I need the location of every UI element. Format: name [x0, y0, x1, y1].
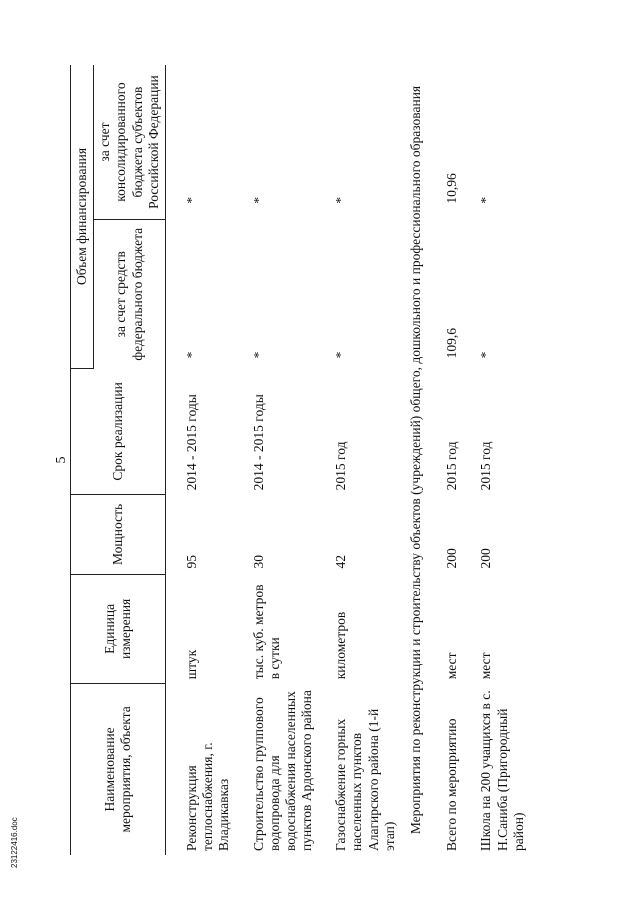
row-name: Всего по мероприятию [444, 718, 460, 851]
row-unit: мест [478, 652, 494, 680]
row-capacity: 95 [183, 555, 199, 569]
rotated-table-container [70, 65, 527, 855]
row-term: 2015 год [333, 441, 349, 491]
page-number: 5 [54, 456, 69, 464]
row-term: 2015 год [478, 441, 494, 491]
table-row [460, 65, 527, 855]
row-unit: мест [444, 652, 460, 680]
row-unit: штук [183, 649, 199, 680]
row-capacity: 42 [333, 555, 349, 569]
row-name: Школа на 200 учащихся в с. Н.Саниба (Пригородный район) [478, 690, 526, 851]
row-consolidated: * [478, 196, 494, 204]
row-unit: километров [333, 611, 349, 680]
section-title: Мероприятия по реконструкции и строительству объектов (учреждений) общего, дошкольного и профессионального образования [408, 85, 423, 835]
table-row [315, 65, 398, 855]
row-term: 2014 - 2015 годы [250, 394, 266, 491]
table-row [165, 65, 232, 855]
row-federal: * [333, 351, 349, 359]
financing-table [70, 65, 527, 855]
table-row [426, 65, 460, 855]
section-row [398, 65, 426, 855]
row-term: 2014 - 2015 годы [183, 394, 199, 491]
row-federal: * [183, 351, 199, 359]
header-term: Срок реализации [71, 368, 166, 494]
header-financing: Объем финансирования [71, 65, 94, 368]
row-capacity: 200 [478, 548, 494, 569]
row-consolidated: * [333, 196, 349, 204]
header-name: Наименование мероприятия, объекта [71, 683, 166, 855]
row-term: 2015 год [444, 441, 460, 491]
row-unit: тыс. куб. метров в сутки [250, 584, 282, 680]
row-capacity: 200 [444, 548, 460, 569]
header-unit: Единица измерения [71, 575, 166, 684]
row-federal: * [250, 351, 266, 359]
row-capacity: 30 [250, 555, 266, 569]
footer-file-code: 23122416.doc [10, 817, 19, 868]
header-consolidated: за счет консолидированного бюджета субъектов Российской Федерации [94, 65, 166, 220]
row-federal: * [478, 351, 494, 359]
row-consolidated: 10,96 [444, 173, 460, 204]
header-capacity: Мощность [71, 494, 166, 574]
row-consolidated: * [250, 196, 266, 204]
row-name: Строительство группового водопровода для водоснабжения населенных пунктов Ардонского района [250, 690, 315, 851]
row-name: Реконструкция теплоснабжения, г. Владикавказ [183, 742, 232, 851]
table-row [233, 65, 316, 855]
row-federal: 109,6 [444, 328, 460, 359]
row-consolidated: * [183, 196, 199, 204]
row-name: Газоснабжение горных населенных пунктов Алагирского района (1-й этап) [333, 708, 397, 851]
header-federal: за счет средств федерального бюджета [94, 220, 166, 369]
